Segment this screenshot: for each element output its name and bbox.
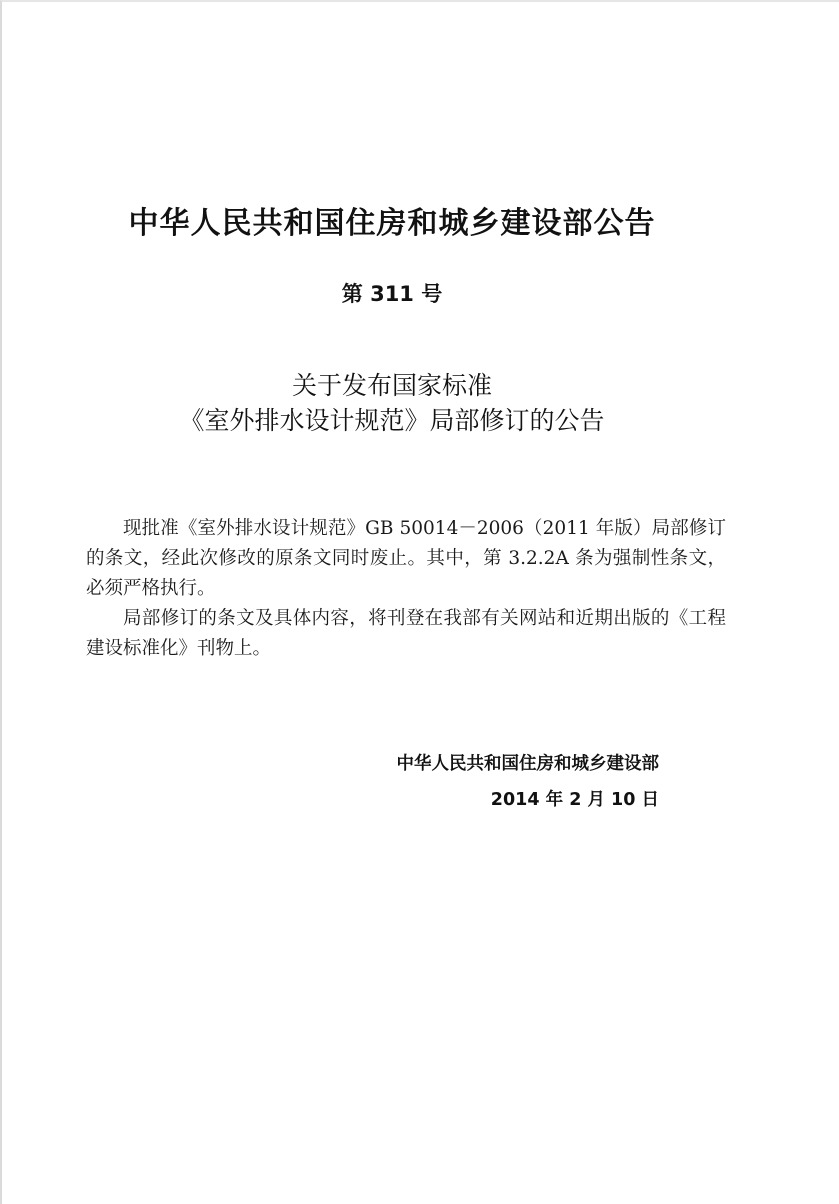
subtitle-line-2: 《室外排水设计规范》局部修订的公告: [179, 406, 605, 435]
issue-date: 2014 年 2 月 10 日: [490, 790, 659, 810]
body-paragraph-1: 现批准《室外排水设计规范》GB 50014－2006（2011 年版）局部修订的条文，经此次修改的原条文同时废止。其中，第 3.2.2A 条为强制性条文，必须严格执行。: [86, 518, 726, 599]
body-paragraph-2: 局部修订的条文及具体内容，将刊登在我部有关网站和近期出版的《工程建设标准化》刊物上。: [86, 608, 726, 659]
subtitle-line-1: 关于发布国家标准: [291, 371, 492, 400]
issuer-name: 中华人民共和国住房和城乡建设部: [396, 754, 659, 774]
announcement-body: [86, 514, 726, 664]
signature-block: [397, 746, 660, 818]
announcement-headline: 中华人民共和国住房和城乡建设部公告: [128, 206, 656, 241]
issue-number: 第 311 号: [341, 282, 443, 306]
announcement-subtitle: [2, 368, 782, 438]
